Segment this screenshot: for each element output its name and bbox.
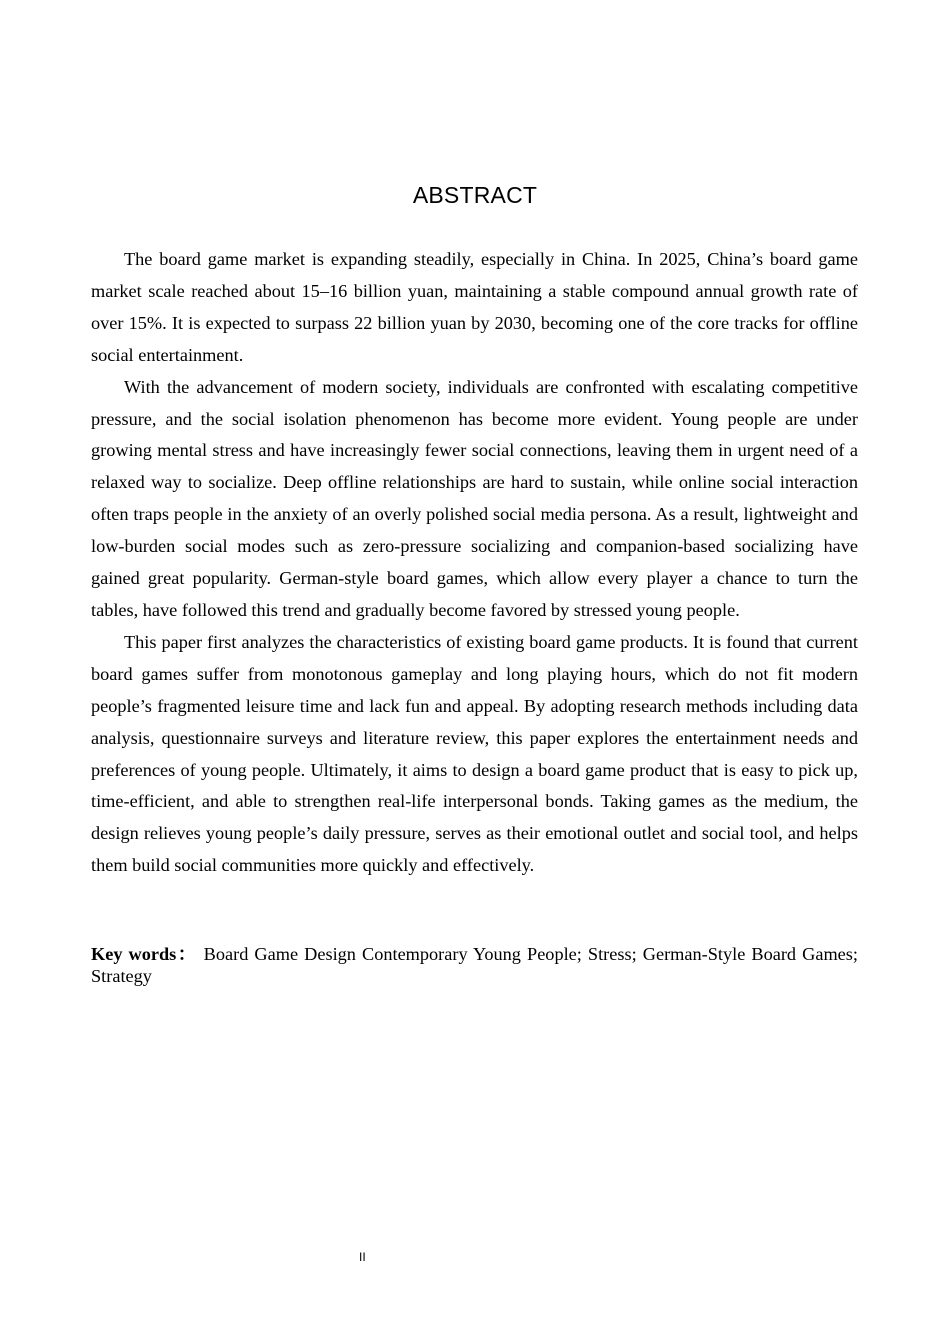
keywords-line: [91, 943, 858, 987]
keywords-label: Key words：: [91, 944, 198, 964]
abstract-body: [91, 244, 858, 882]
abstract-paragraph-3: This paper first analyzes the characteristics of existing board game products. It is found that current board games suffer from monotonous gameplay and long playing hours, which do not fit modern people’s fragmented leisure time and lack fun and appeal. By adopting research methods including data analysis, questionnaire surveys and literature review, this paper explores the entertainment needs and preferences of young people. Ultimately, it aims to design a board game product that is easy to pick up, time-efficient, and able to strengthen real-life interpersonal bonds. Taking games as the medium, the design relieves young people’s daily pressure, serves as their emotional outlet and social tool, and helps them build social communities more quickly and effectively.: [91, 631, 858, 876]
abstract-paragraph-1: The board game market is expanding steadily, especially in China. In 2025, China’s board game market scale reached about 15–16 billion yuan, maintaining a stable compound annual growth rate of over 15%. It is expected to surpass 22 billion yuan by 2030, becoming one of the core tracks for offline social entertainment.: [91, 249, 858, 365]
abstract-title: ABSTRACT: [412, 182, 538, 208]
abstract-paragraph-2: With the advancement of modern society, individuals are confronted with escalating competitive pressure, and the social isolation phenomenon has become more evident. Young people are under growing mental stress and have increasingly fewer social connections, leaving them in urgent need of a relaxed way to socialize. Deep offline relationships are hard to sustain, while online social interaction often traps people in the anxiety of an overly polished social media persona. As a result, lightweight and low-burden social modes such as zero-pressure socializing and companion-based socializing have gained great popularity. German-style board games, which allow every player a chance to turn the tables, have followed this trend and gradually become favored by stressed young people.: [91, 376, 858, 620]
keywords-text: Board Game Design Contemporary Young People; Stress; German-Style Board Games; Strategy: [91, 944, 858, 986]
page-number: II: [359, 1250, 366, 1264]
